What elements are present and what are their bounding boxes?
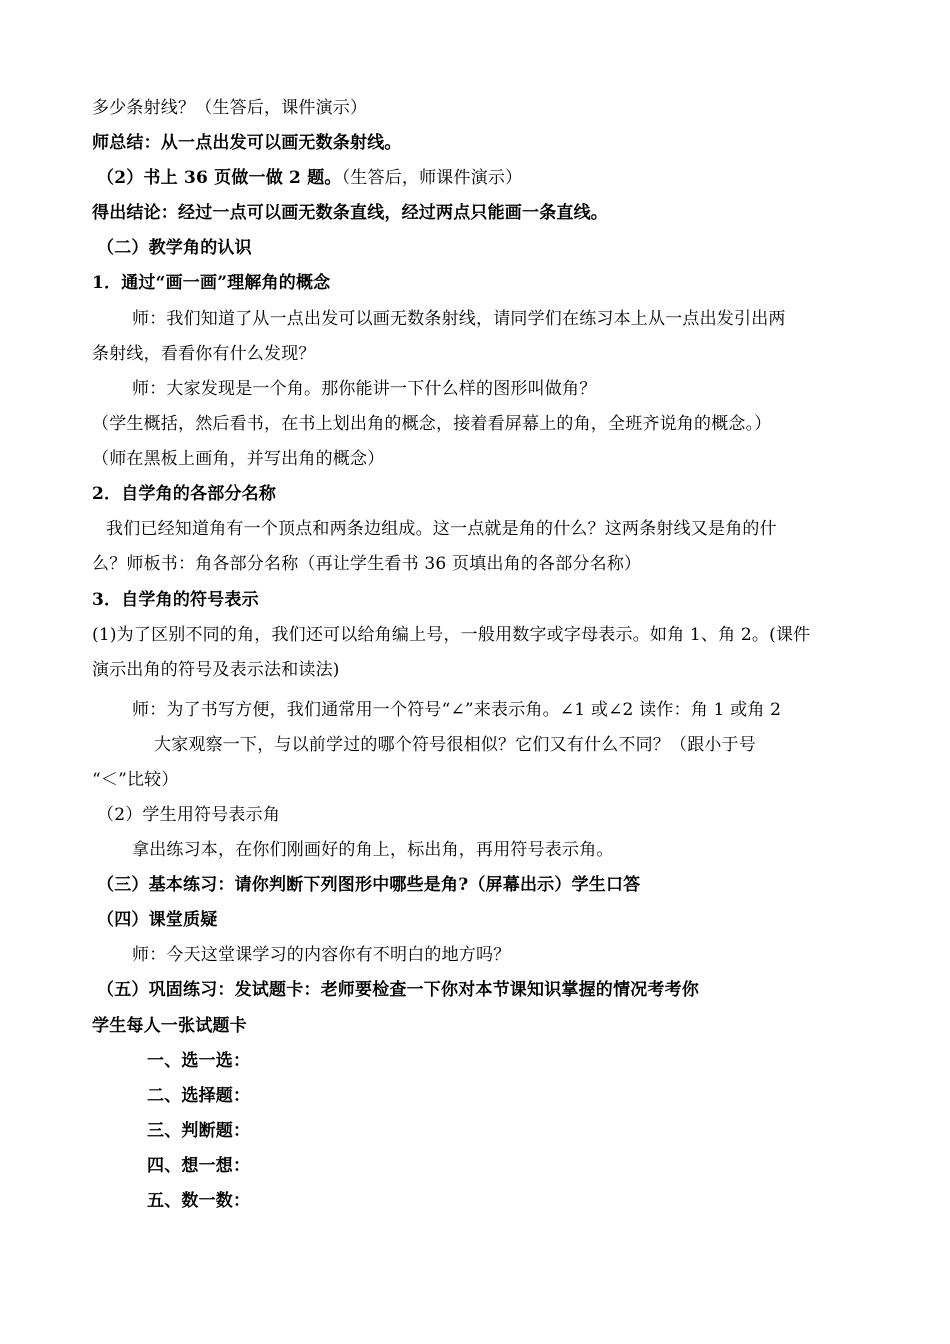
text-line-8: 条射线，看看你有什么发现？: [92, 344, 316, 364]
text-line-18: 师：为了书写方便，我们通常用一个符号“∠”来表示角。∠1 或∠2 读作：角 1 或角 2: [132, 700, 782, 720]
conclusion-line: 得出结论：经过一点可以画无数条直线，经过两点只能画一条直线。: [92, 203, 608, 223]
quiz-item-4: 四、想一想：: [147, 1156, 251, 1176]
text-line-11: （师在黑板上画角，并写出角的概念）: [92, 449, 385, 469]
text-line-25: 师：今天这堂课学习的内容你有不明白的地方吗？: [132, 945, 511, 965]
text-line-14: 么？师板书：角各部分名称（再让学生看书 36 页填出角的各部分名称）: [92, 554, 642, 574]
exercise-task: （2）书上 36 页做一做 2 题。: [97, 168, 342, 188]
text-line-7: 师：我们知道了从一点出发可以画无数条射线，请同学们在练习本上从一点出发引出两: [132, 309, 786, 329]
exercise-note: （生答后，师课件演示）: [341, 168, 523, 188]
text-line-10: （学生概括，然后看书，在书上划出角的概念，接着看屏幕上的角，全班齐说角的概念。）: [92, 414, 772, 434]
quiz-item-3: 三、判断题：: [147, 1121, 251, 1141]
subheading-2: 2．自学角的各部分名称: [92, 484, 277, 504]
text-line-16: (1)为了区别不同的角，我们还可以给角编上号，一般用数字或字母表示。如角 1、角 2。(课件: [92, 625, 811, 645]
text-line-17: 演示出角的符号及表示法和读法): [92, 660, 340, 680]
teacher-summary-line: 师总结：从一点出发可以画无数条射线。: [92, 133, 402, 153]
section-heading-2: （二）教学角的认识: [97, 238, 252, 258]
text-line-27: 学生每人一张试题卡: [92, 1016, 247, 1036]
section-heading-4: （四）课堂质疑: [97, 910, 218, 930]
quiz-item-5: 五、数一数：: [147, 1191, 251, 1211]
exercise-line: [97, 166, 877, 190]
text-line-21: （2）学生用符号表示角: [97, 805, 281, 825]
section-heading-5: （五）巩固练习：发试题卡：老师要检查一下你对本节课知识掌握的情况考考你: [97, 980, 699, 1000]
quiz-item-2: 二、选择题：: [147, 1086, 251, 1106]
text-line-20: “＜”比较）: [92, 770, 179, 790]
section-heading-3: （三）基本练习：请你判断下列图形中哪些是角?（屏幕出示）学生口答: [97, 875, 641, 895]
subheading-1: 1．通过“画一画”理解角的概念: [92, 273, 331, 293]
text-line-22: 拿出练习本，在你们刚画好的角上，标出角，再用符号表示角。: [132, 840, 614, 860]
text-line-1: 多少条射线？（生答后，课件演示）: [92, 98, 368, 118]
text-line-13: 我们已经知道角有一个顶点和两条边组成。这一点就是角的什么？这两条射线又是角的什: [106, 519, 777, 539]
text-line-9: 师：大家发现是一个角。那你能讲一下什么样的图形叫做角？: [132, 379, 597, 399]
quiz-item-1: 一、选一选：: [147, 1051, 251, 1071]
text-line-19: 大家观察一下，与以前学过的哪个符号很相似？它们又有什么不同？（跟小于号: [154, 735, 756, 755]
subheading-3: 3．自学角的符号表示: [92, 590, 259, 610]
